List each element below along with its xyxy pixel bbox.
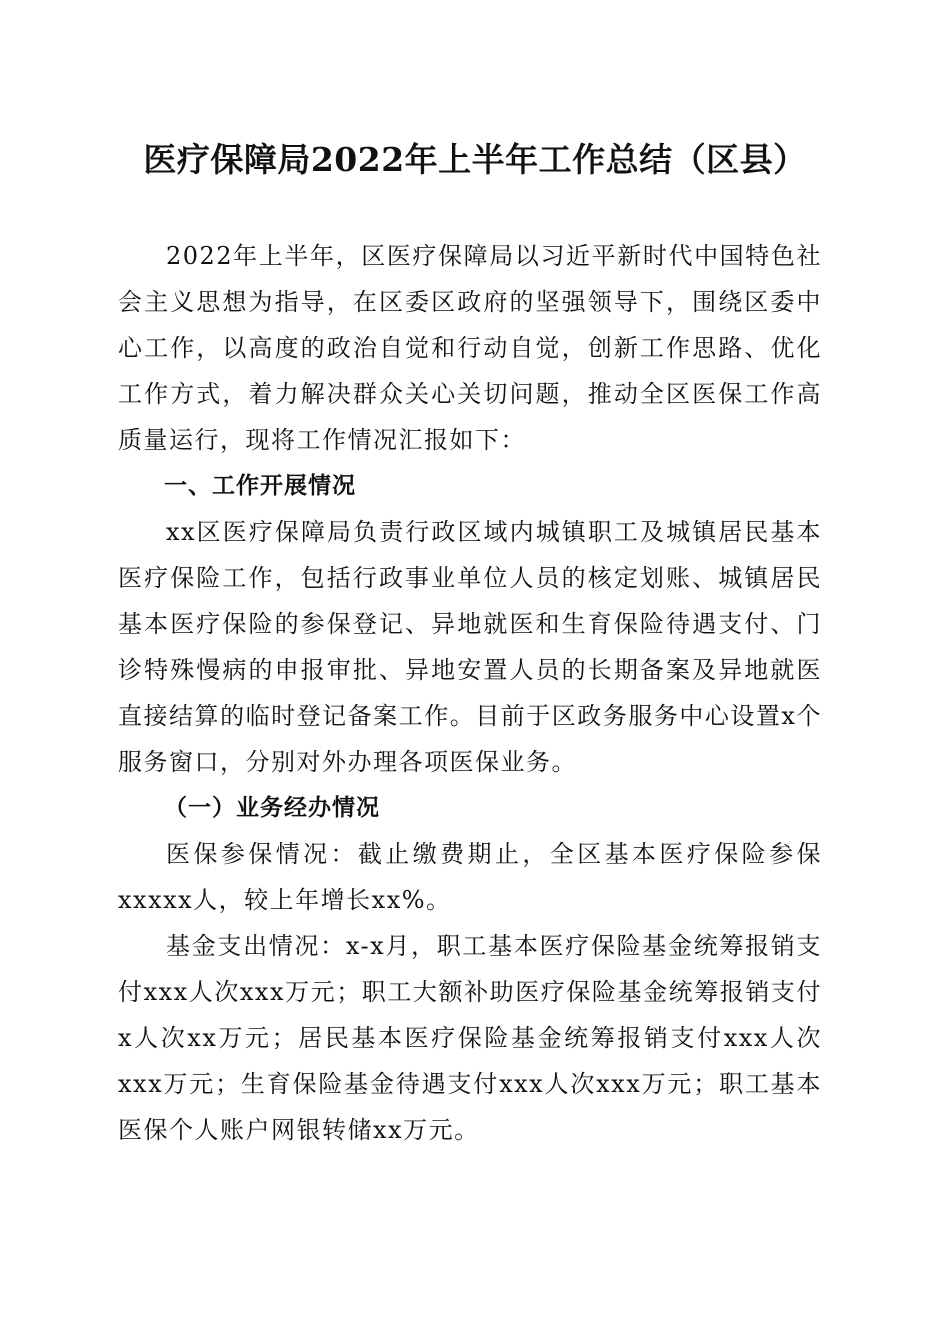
fund-expenditure-paragraph: 基金支出情况：x-x月，职工基本医疗保险基金统筹报销支付xxx人次xxx万元；职工大额补助医疗保险基金统筹报销支付x人次xx万元；居民基本医疗保险基金统筹报销支付xxx人次xxx万元；生育保险基金待遇支付xxx人次xxx万元；职工基本医保个人账户网银转储xx万元。 [118, 932, 822, 1144]
overview-paragraph: xx区医疗保障局负责行政区域内城镇职工及城镇居民基本医疗保险工作，包括行政事业单位人员的核定划账、城镇居民基本医疗保险的参保登记、异地就医和生育保险待遇支付、门诊特殊慢病的申报审批、异地安置人员的长期备案及异地就医直接结算的临时登记备案工作。目前于区政务服务中心设置x个服务窗口，分别对外办理各项医保业务。 [118, 518, 822, 776]
document-title: 医疗保障局2022年上半年工作总结（区县） [143, 140, 807, 179]
section-heading-1: 一、工作开展情况 [164, 473, 356, 499]
intro-paragraph: 2022年上半年，区医疗保障局以习近平新时代中国特色社会主义思想为指导，在区委区政府的坚强领导下，围绕区委中心工作，以高度的政治自觉和行动自觉，创新工作思路、优化工作方式，着力解决群众关心关切问题，推动全区医保工作高质量运行，现将工作情况汇报如下： [118, 242, 822, 454]
document-body [118, 233, 822, 1153]
subsection-heading-1: （一）业务经办情况 [164, 794, 380, 821]
enrollment-paragraph: 医保参保情况：截止缴费期止，全区基本医疗保险参保xxxxx人，较上年增长xx%。 [118, 840, 822, 914]
